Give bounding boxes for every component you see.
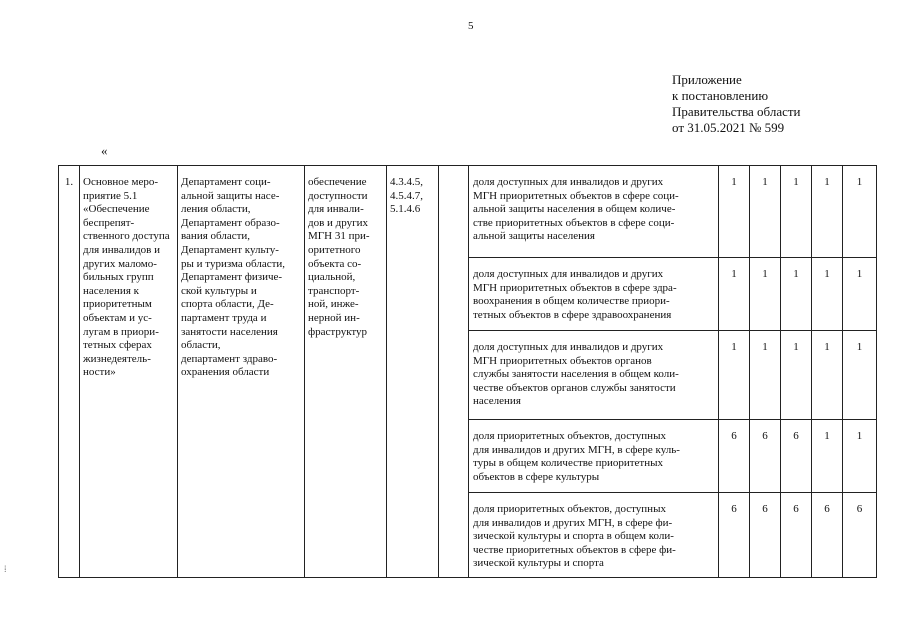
table-row <box>59 166 877 258</box>
indicator-value: 6 <box>843 493 877 578</box>
indicator-value: 1 <box>781 331 812 420</box>
row-number-cell: 1. <box>59 166 80 578</box>
indicator-value: 1 <box>812 258 843 331</box>
appendix-line-4: от 31.05.2021 № 599 <box>672 120 785 135</box>
measure-name-cell: Основное меро- приятие 5.1 «Обеспечение беспрепят- ственного доступа для инвалидов и других маломо- бильных групп населения к приоритетным объектам и ус- лугам в приори- тетных сферах жизнедеятель- ности» <box>80 166 178 578</box>
indicator-value: 6 <box>812 493 843 578</box>
indicator-value: 6 <box>719 493 750 578</box>
executors-cell: Департамент соци- альной защиты насе- ления области, Департамент образо- вания области, Департамент культу- ры и туризма области, Департамент физиче- ской культуры и спорта области, Де- партамент труда и занятости населения области, департамент здраво- охранения области <box>178 166 305 578</box>
scan-edge-mark: ⁞ <box>4 564 8 574</box>
indicator-value: 1 <box>843 258 877 331</box>
opening-quote-mark: « <box>101 143 108 158</box>
indicator-value: 6 <box>750 420 781 493</box>
indicator-value: 6 <box>781 493 812 578</box>
appendix-line-1: Приложение <box>672 72 742 87</box>
indicator-value: 6 <box>719 420 750 493</box>
indicator-value: 1 <box>719 331 750 420</box>
expected-result-cell: обеспечение доступности для инвали- дов и других МГН 31 при- оритетного объекта со- циальной, транспорт- ной, инже- нерной ин- фраструктур <box>305 166 387 578</box>
indicator-value: 1 <box>750 331 781 420</box>
indicator-value: 1 <box>812 331 843 420</box>
measures-table <box>58 165 877 578</box>
indicator-value: 1 <box>781 258 812 331</box>
indicator-value: 1 <box>719 258 750 331</box>
indicator-value: 1 <box>781 166 812 258</box>
indicator-value: 1 <box>750 258 781 331</box>
indicator-value: 1 <box>750 166 781 258</box>
indicator-text: доля приоритетных объектов, доступных для инвалидов и других МГН, в сфере куль- туры в общем количестве приоритетных объектов в сфере культуры <box>469 420 719 493</box>
indicator-value: 1 <box>843 166 877 258</box>
empty-cell <box>439 166 469 578</box>
appendix-line-2: к постановлению <box>672 88 769 103</box>
indicator-value: 1 <box>812 166 843 258</box>
indicator-value: 1 <box>843 331 877 420</box>
appendix-line-3: Правительства области <box>672 104 801 119</box>
indicator-value: 6 <box>781 420 812 493</box>
indicator-value: 1 <box>812 420 843 493</box>
indicator-text: доля доступных для инвалидов и других МГН приоритетных объектов в сфере здра- воохранения в общем количестве приори- тетных объектов в сфере здравоохранения <box>469 258 719 331</box>
indicator-text: доля доступных для инвалидов и других МГН приоритетных объектов органов службы занятости населения в общем коли- честве объектов органов службы занятости населения <box>469 331 719 420</box>
page-number: 5 <box>468 20 474 32</box>
indicator-text: доля приоритетных объектов, доступных для инвалидов и других МГН, в сфере фи- зической культуры и спорта в общем коли- честве приоритетных объектов в сфере фи- зической культуры и спорта <box>469 493 719 578</box>
indicator-value: 1 <box>719 166 750 258</box>
indicator-value: 1 <box>843 420 877 493</box>
indicator-value: 6 <box>750 493 781 578</box>
appendix-header <box>672 72 801 136</box>
indicator-text: доля доступных для инвалидов и других МГН приоритетных объектов в сфере соци- альной защиты населения в общем количе- стве приоритетных объектов в сфере соци- альной защиты населения <box>469 166 719 258</box>
codes-cell: 4.3.4.5, 4.5.4.7, 5.1.4.6 <box>387 166 439 578</box>
